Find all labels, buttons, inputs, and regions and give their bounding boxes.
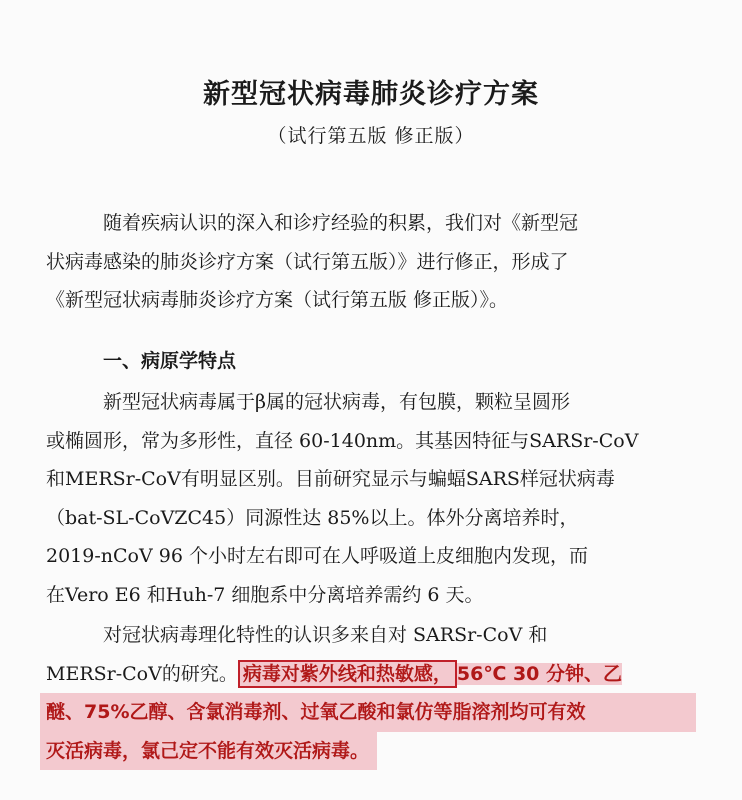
physicochemical-paragraph (46, 616, 696, 770)
paragraph-line: 在Vero E6 和Huh-7 细胞系中分离培养需约 6 天。 (46, 583, 484, 606)
paragraph-line: 对冠状病毒理化特性的认识多来自对 SARSr-CoV 和 (103, 624, 548, 646)
highlighted-line: 灭活病毒，氯己定不能有效灭活病毒。 (40, 732, 377, 771)
highlighted-line: 醚、75%乙醇、含氯消毒剂、过氧乙酸和氯仿等脂溶剂均可有效 (40, 693, 696, 732)
paragraph-line: 或椭圆形，常为多形性，直径 60-140nm。其基因特征与SARSr-CoV (46, 429, 639, 452)
intro-line: 《新型冠状病毒肺炎诊疗方案（试行第五版 修正版）》。 (46, 289, 509, 311)
document-subtitle: （试行第五版 修正版） (267, 125, 475, 147)
highlighted-text: 56℃ 30 分钟、乙 (456, 662, 622, 685)
paragraph-line: 新型冠状病毒属于β属的冠状病毒，有包膜，颗粒呈圆形 (103, 391, 570, 413)
paragraph-line (46, 655, 696, 694)
intro-line: 随着疾病认识的深入和诊疗经验的积累，我们对《新型冠 (103, 212, 579, 234)
paragraph-line: 和MERSr-CoV有明显区别。目前研究显示与蝙蝠SARS样冠状病毒 (46, 468, 615, 490)
section-heading: 一、病原学特点 (103, 350, 237, 372)
intro-line: 状病毒感染的肺炎诊疗方案（试行第五版）》进行修正，形成了 (46, 250, 569, 273)
pathogen-paragraph (46, 383, 696, 614)
paragraph-line: 2019-nCoV 96 个小时左右即可在人呼吸道上皮细胞内发现，而 (46, 545, 588, 567)
highlight-box: 病毒对紫外线和热敏感， (238, 660, 457, 688)
intro-paragraph (46, 204, 696, 320)
document-title: 新型冠状病毒肺炎诊疗方案 (203, 79, 539, 110)
paragraph-line: （bat-SL-CoVZC45）同源性达 85%以上。体外分离培养时， (46, 506, 579, 529)
paragraph-text: MERSr-CoV的研究。 (46, 662, 238, 685)
